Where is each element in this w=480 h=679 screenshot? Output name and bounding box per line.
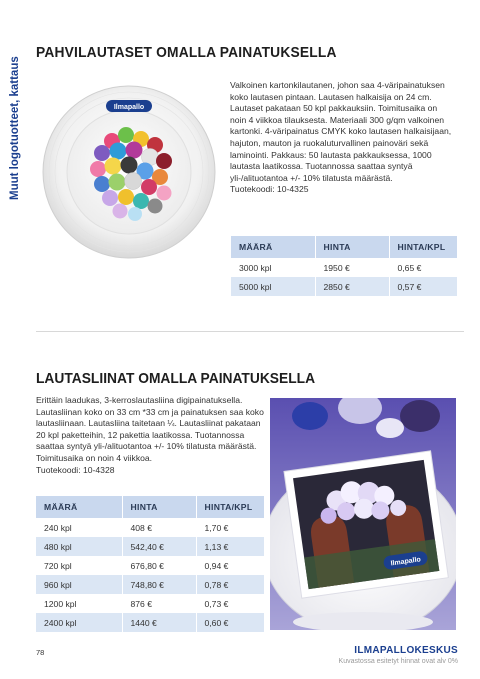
- section2-description: [36, 395, 268, 476]
- section1-price-table: [231, 236, 457, 296]
- table-row: [36, 518, 264, 537]
- header-price: HINTA: [122, 496, 196, 518]
- cell-quantity: 3000 kpl: [231, 258, 315, 277]
- cell-price: 1440 €: [122, 613, 196, 632]
- section1-description-text: Valkoinen kartonkilautanen, johon saa 4-väripainatuksen koko lautasen pintaan. Lautasen halkaisija on 24 cm. Lautaset pakataan 50 kpl pakkauksiin. Toimitusaika on noin 4 viikkoa tilauksesta. Materiaali 300 g/qm valkoinen kartonki. 4-väripainatus CMYK koko lautasen halkaisijaan, hajuton, mauton ja ruokaluturvallinen painoväri sekä laminointi. Pakkaus: 50 lautasta pakkauksessa, 1000 lautasta laatikossa. Tuotannossa saattaa syntyä yli-/alituotantoa +/- 10% tilatusta määrästä.: [230, 80, 452, 183]
- section1-product-code: Tuotekoodi: 10-4325: [230, 184, 309, 195]
- cell-unit-price: 0,94 €: [196, 556, 264, 575]
- section1-title: PAHVILAUTASET OMALLA PAINATUKSELLA: [36, 44, 337, 61]
- cell-unit-price: 0,60 €: [196, 613, 264, 632]
- cell-quantity: 720 kpl: [36, 556, 122, 575]
- table-row: [36, 556, 264, 575]
- side-category-label: Muut logotuotteet, kattaus: [9, 56, 21, 200]
- cell-quantity: 480 kpl: [36, 537, 122, 556]
- header-quantity: MÄÄRÄ: [231, 236, 315, 258]
- table-row: [231, 258, 457, 277]
- paper-plate-illustration: [40, 83, 218, 261]
- table-row: [231, 277, 457, 296]
- header-quantity: MÄÄRÄ: [36, 496, 122, 518]
- side-category-tab: [4, 0, 26, 200]
- header-unit-price: HINTA/KPL: [196, 496, 264, 518]
- section2-title: LAUTASLIINAT OMALLA PAINATUKSELLA: [36, 370, 316, 387]
- napkin-photo-illustration: [270, 398, 456, 630]
- vat-note: Kuvastossa esitetyt hinnat ovat alv 0%: [338, 658, 458, 665]
- cell-quantity: 1200 kpl: [36, 594, 122, 613]
- table-row: [36, 613, 264, 632]
- napkin-logo-text: Ilmapallo: [390, 556, 422, 568]
- napkin-photo: [270, 398, 456, 630]
- section2-price-table: [36, 496, 264, 632]
- cell-price: 2850 €: [315, 277, 389, 296]
- cell-unit-price: 0,78 €: [196, 575, 264, 594]
- section2-description-text: Erittäin laadukas, 3-kerroslautasliina digipainatuksella. Lautasliinan koko on 33 cm *33 cm ja painatuksen saa koko lautasliinaan. Lautasliina taitetaan ¼. Lautasliinat pakataan 20 kpl paketteihin, 12 pakettia laatikossa. Tuotannossa saattaa syntyä yli-/alituotantoa +/- 10% tilatusta määrästä. Toimitusaika on noin 4 viikkoa.: [36, 395, 264, 463]
- header-price: HINTA: [315, 236, 389, 258]
- paper-plate-image: [40, 83, 218, 261]
- cell-unit-price: 0,73 €: [196, 594, 264, 613]
- table-row: [36, 594, 264, 613]
- cell-unit-price: 1,70 €: [196, 518, 264, 537]
- cell-price: 876 €: [122, 594, 196, 613]
- plate-logo-text: Ilmapallo: [113, 104, 145, 111]
- cell-quantity: 960 kpl: [36, 575, 122, 594]
- cell-price: 676,80 €: [122, 556, 196, 575]
- cell-price: 748,80 €: [122, 575, 196, 594]
- brand-name: ILMAPALLOKESKUS: [354, 645, 458, 656]
- table-row: [36, 537, 264, 556]
- cell-price: 1950 €: [315, 258, 389, 277]
- cell-price: 408 €: [122, 518, 196, 537]
- cell-unit-price: 0,65 €: [389, 258, 457, 277]
- cell-unit-price: 0,57 €: [389, 277, 457, 296]
- table-row: [36, 575, 264, 594]
- header-unit-price: HINTA/KPL: [389, 236, 457, 258]
- cell-quantity: 240 kpl: [36, 518, 122, 537]
- table-header-row: [36, 496, 264, 518]
- table-header-row: [231, 236, 457, 258]
- section2-product-code: Tuotekoodi: 10-4328: [36, 464, 115, 475]
- cell-quantity: 2400 kpl: [36, 613, 122, 632]
- cell-price: 542,40 €: [122, 537, 196, 556]
- section1-description: [230, 80, 455, 196]
- section-divider: [36, 331, 464, 332]
- page-number: 78: [36, 648, 45, 657]
- cell-quantity: 5000 kpl: [231, 277, 315, 296]
- cell-unit-price: 1,13 €: [196, 537, 264, 556]
